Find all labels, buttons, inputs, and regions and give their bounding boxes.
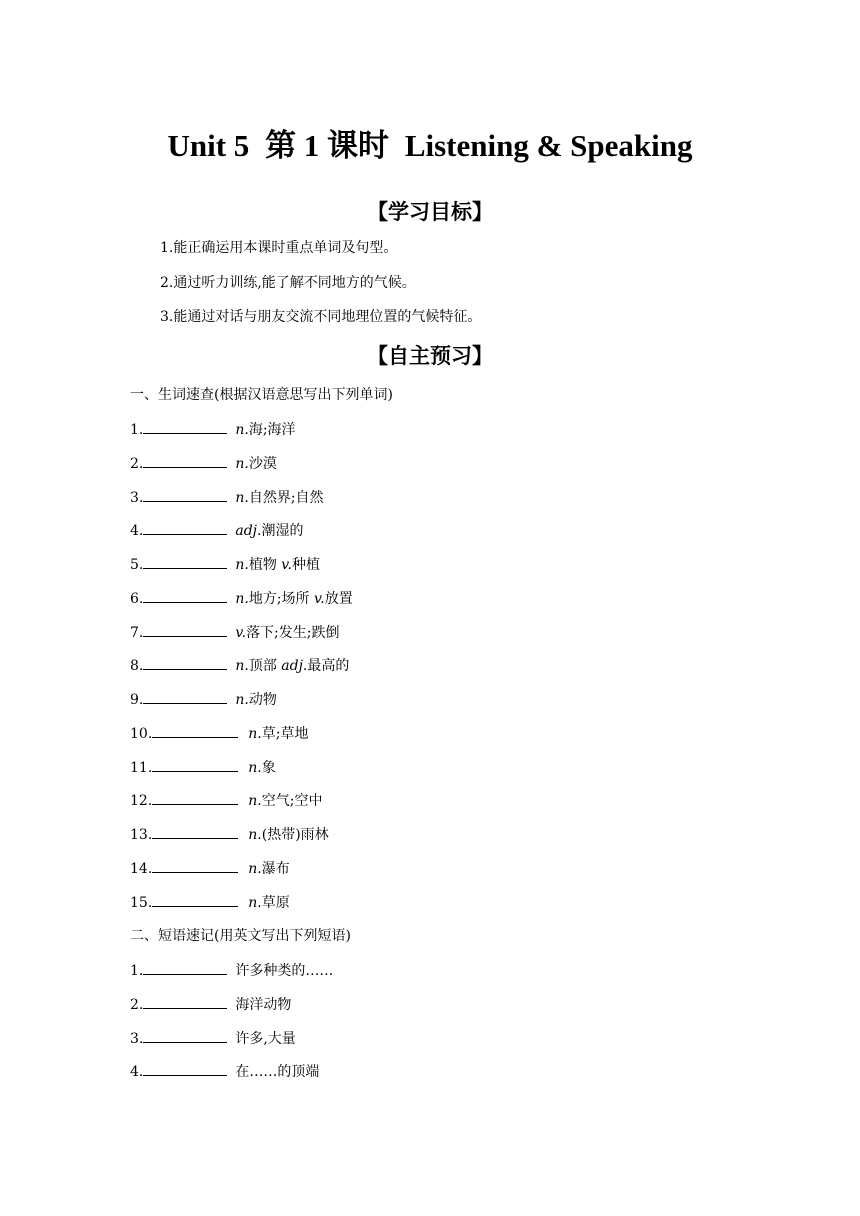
answer-blank[interactable] — [143, 960, 227, 975]
word-number: 8. — [130, 658, 144, 675]
part-of-speech: n. — [248, 860, 262, 877]
answer-blank[interactable] — [143, 1061, 227, 1076]
word-item — [130, 622, 340, 643]
objectives-heading: 【学习目标】 — [367, 200, 493, 224]
word-item — [130, 757, 276, 778]
definition: 空气;空中 — [261, 793, 323, 810]
definition: (热带)雨林 — [261, 827, 329, 843]
answer-blank[interactable] — [143, 487, 227, 502]
definition: 种植 — [291, 557, 320, 573]
definition: 自然界;自然 — [248, 489, 324, 506]
objective-item: 3.能通过对话与朋友交流不同地理位置的气候特征。 — [160, 309, 482, 325]
phrase-definition: 在……的顶端 — [235, 1064, 320, 1081]
word-item — [130, 588, 353, 609]
answer-blank[interactable] — [143, 520, 227, 535]
title-lesson: 第 1 课时 — [265, 128, 390, 163]
part-of-speech: adj. — [235, 523, 262, 540]
definition: 潮湿的 — [261, 523, 304, 540]
phrase-number: 2. — [130, 996, 144, 1013]
answer-blank[interactable] — [152, 892, 238, 907]
definition: 草;草地 — [261, 725, 309, 742]
part-of-speech: n. — [235, 658, 249, 675]
word-number: 1. — [130, 422, 144, 438]
answer-blank[interactable] — [152, 757, 238, 772]
phrases-section-title: 二、短语速记(用英文写出下列短语) — [130, 928, 351, 944]
definition: 落下;发生;跌倒 — [246, 624, 340, 641]
word-number: 14. — [130, 860, 153, 877]
phrase-item — [130, 1061, 319, 1082]
answer-blank[interactable] — [152, 723, 238, 738]
phrase-number: 4. — [130, 1064, 144, 1081]
word-number: 4. — [130, 523, 144, 540]
definition: 海;海洋 — [248, 422, 296, 438]
part-of-speech: n. — [235, 489, 249, 506]
part-of-speech: n. — [248, 725, 262, 742]
definition: 瀑布 — [261, 860, 290, 877]
word-number: 11. — [130, 759, 153, 776]
word-item — [130, 487, 324, 508]
objective-item: 2.通过听力训练,能了解不同地方的气候。 — [160, 275, 416, 291]
answer-blank[interactable] — [152, 790, 238, 805]
word-item — [130, 723, 308, 744]
word-item — [130, 858, 290, 879]
answer-blank[interactable] — [143, 419, 227, 434]
part-of-speech: n. — [235, 590, 249, 607]
definition: 动物 — [248, 692, 277, 708]
part-of-speech: n. — [235, 455, 249, 472]
definition: 放置 — [324, 590, 353, 607]
part-of-speech: n. — [248, 759, 262, 776]
phrase-number: 3. — [130, 1030, 144, 1047]
phrase-definition: 许多种类的…… — [235, 963, 334, 979]
answer-blank[interactable] — [143, 622, 227, 637]
answer-blank[interactable] — [143, 554, 227, 569]
word-number: 7. — [130, 624, 144, 641]
word-number: 2. — [130, 455, 144, 472]
word-number: 5. — [130, 557, 144, 573]
part-of-speech: v. — [281, 557, 292, 573]
word-number: 13. — [130, 827, 153, 843]
phrase-item — [130, 994, 291, 1015]
phrase-item — [130, 960, 333, 981]
phrase-item — [130, 1028, 296, 1049]
word-item — [130, 824, 329, 845]
answer-blank[interactable] — [152, 824, 238, 839]
answer-blank[interactable] — [143, 994, 227, 1009]
answer-blank[interactable] — [143, 655, 227, 670]
word-item — [130, 419, 296, 440]
phrase-definition: 许多,大量 — [235, 1030, 296, 1047]
definition: 象 — [261, 759, 276, 776]
word-number: 12. — [130, 793, 153, 810]
word-number: 6. — [130, 590, 144, 607]
definition: 草原 — [261, 894, 290, 911]
answer-blank[interactable] — [152, 858, 238, 873]
phrase-definition: 海洋动物 — [235, 996, 292, 1013]
part-of-speech: n. — [248, 793, 262, 810]
definition: 地方;场所 — [248, 590, 314, 607]
part-of-speech: n. — [248, 894, 262, 911]
definition: 植物 — [248, 557, 282, 573]
word-item — [130, 453, 277, 474]
title-topic: Listening & Speaking — [404, 128, 693, 163]
part-of-speech: adj. — [281, 658, 308, 675]
word-item — [130, 520, 303, 541]
word-number: 9. — [130, 692, 144, 708]
part-of-speech: n. — [235, 422, 249, 438]
definition: 顶部 — [248, 658, 282, 675]
part-of-speech: v. — [314, 590, 325, 607]
words-section-title: 一、生词速查(根据汉语意思写出下列单词) — [130, 387, 393, 403]
answer-blank[interactable] — [143, 1028, 227, 1043]
objective-item: 1.能正确运用本课时重点单词及句型。 — [160, 240, 398, 256]
word-item — [130, 790, 322, 811]
word-item — [130, 892, 290, 913]
answer-blank[interactable] — [143, 689, 227, 704]
definition: 沙漠 — [248, 455, 277, 472]
word-item — [130, 554, 320, 575]
answer-blank[interactable] — [143, 453, 227, 468]
word-item — [130, 655, 349, 676]
page-title — [0, 126, 860, 166]
part-of-speech: v. — [235, 624, 247, 641]
word-number: 15. — [130, 894, 153, 911]
preview-heading: 【自主预习】 — [367, 344, 493, 368]
part-of-speech: n. — [235, 557, 249, 573]
definition: 最高的 — [307, 658, 350, 675]
word-number: 3. — [130, 489, 144, 506]
part-of-speech: n. — [248, 827, 262, 843]
word-number: 10. — [130, 725, 153, 742]
title-unit: Unit 5 — [167, 128, 250, 163]
answer-blank[interactable] — [143, 588, 227, 603]
word-item — [130, 689, 277, 710]
part-of-speech: n. — [235, 692, 249, 708]
phrase-number: 1. — [130, 963, 144, 979]
